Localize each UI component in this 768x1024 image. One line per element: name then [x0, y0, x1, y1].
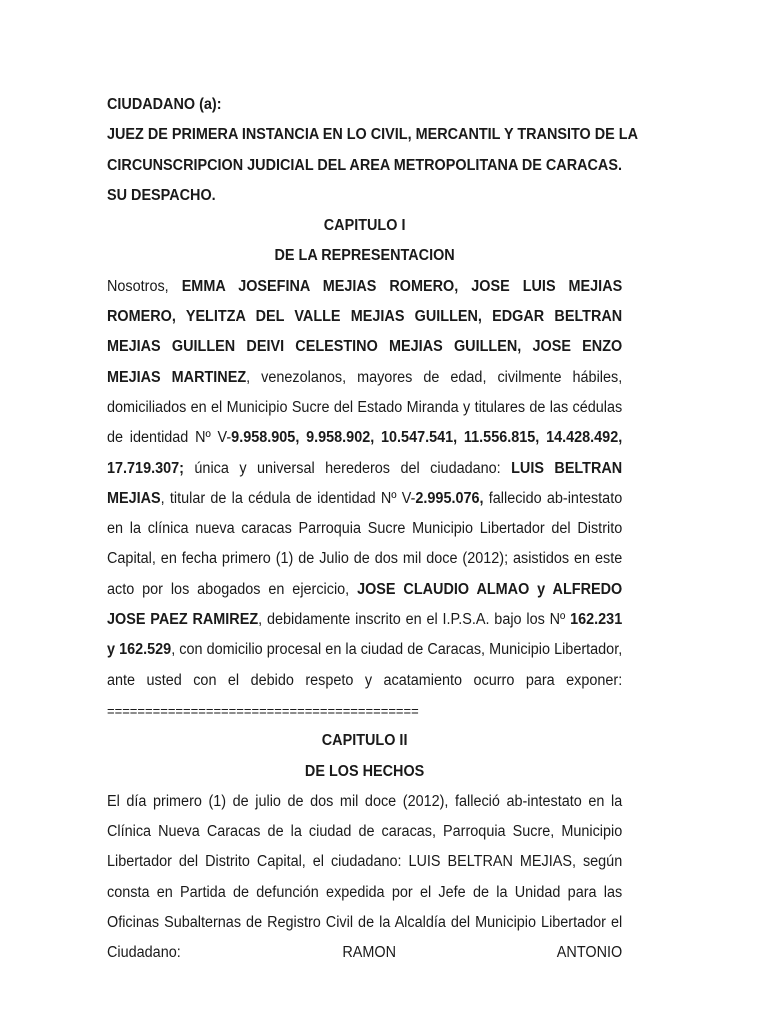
- chapter-1-title: CAPITULO I: [323, 217, 406, 235]
- chapter-2-title: CAPITULO II: [321, 732, 408, 750]
- rep-text-4: fallecido ab-intestato en la clínica nueva caracas Parroquia Sucre Municipio Libertador del Distrito Capital, en fecha primero (1) de Julio de dos mil doce (2012); asistidos en este acto por los abogados en ejercicio,: [107, 489, 623, 598]
- addressee-line-2: JUEZ DE PRIMERA INSTANCIA EN LO CIVIL, MERCANTIL Y TRANSITO DE LA: [107, 126, 639, 144]
- rep-text-6: , con domicilio procesal en la ciudad de Caracas, Municipio Libertador, ante usted con el debido respeto y acatamiento ocurro para exponer:: [107, 641, 623, 689]
- chapter-2-subtitle: DE LOS HECHOS: [304, 762, 425, 780]
- separator-line: =========================================: [107, 702, 419, 719]
- lawyers-names: JOSE CLAUDIO ALMAO y ALFREDO JOSE PAEZ RAMIREZ: [107, 580, 623, 629]
- rep-text-2: única y universal herederos del ciudadano:: [183, 459, 512, 477]
- chapter-1-subtitle: DE LA REPRESENTACION: [274, 247, 455, 265]
- document-page: [107, 90, 639, 969]
- heirs-ids: 9.958.905, 9.958.902, 10.547.541, 11.556.815, 14.428.492, 17.719.307;: [107, 429, 623, 477]
- rep-text-5: , debidamente inscrito en el I.P.S.A. bajo los Nº: [258, 611, 571, 629]
- ipsa-numbers: 162.231 y 162.529: [107, 611, 623, 659]
- facts-paragraph: El día primero (1) de julio de dos mil doce (2012), falleció ab-intestato en la Clínica Nueva Caracas de la ciudad de caracas, Parroquia Sucre, Municipio Libertador del Distrito Capital, el ciudadano: LUIS BELTRAN MEJIAS, según consta en Partida de defunción expedida por el Jefe de la Unidad para las Oficinas Subalternas de Registro Civil de la Alcaldía del Municipio Libertador el Ciudadano: RAMON ANTONIO: [107, 792, 623, 962]
- addressee-line-4: SU DESPACHO.: [107, 186, 216, 204]
- addressee-line-3: CIRCUNSCRIPCION JUDICIAL DEL AREA METROPOLITANA DE CARACAS.: [107, 156, 622, 174]
- representation-paragraph: [107, 272, 622, 696]
- heirs-names: EMMA JOSEFINA MEJIAS ROMERO, JOSE LUIS MEJIAS ROMERO, YELITZA DEL VALLE MEJIAS GUILLEN, EDGAR BELTRAN MEJIAS GUILLEN DEIVI CELESTINO MEJIAS GUILLEN, JOSE ENZO MEJIAS MARTINEZ: [107, 277, 623, 386]
- rep-text-1: , venezolanos, mayores de edad, civilmente hábiles, domiciliados en el Municipio Sucre del Estado Miranda y titulares de las cédulas de identidad Nº V-: [107, 368, 623, 447]
- rep-intro: Nosotros,: [107, 277, 182, 295]
- addressee-line-1: CIUDADANO (a):: [107, 96, 222, 113]
- rep-text-3: , titular de la cédula de identidad Nº V-: [160, 489, 416, 507]
- deceased-id: 2.995.076,: [415, 489, 484, 507]
- deceased-name: LUIS BELTRAN MEJIAS: [107, 459, 623, 507]
